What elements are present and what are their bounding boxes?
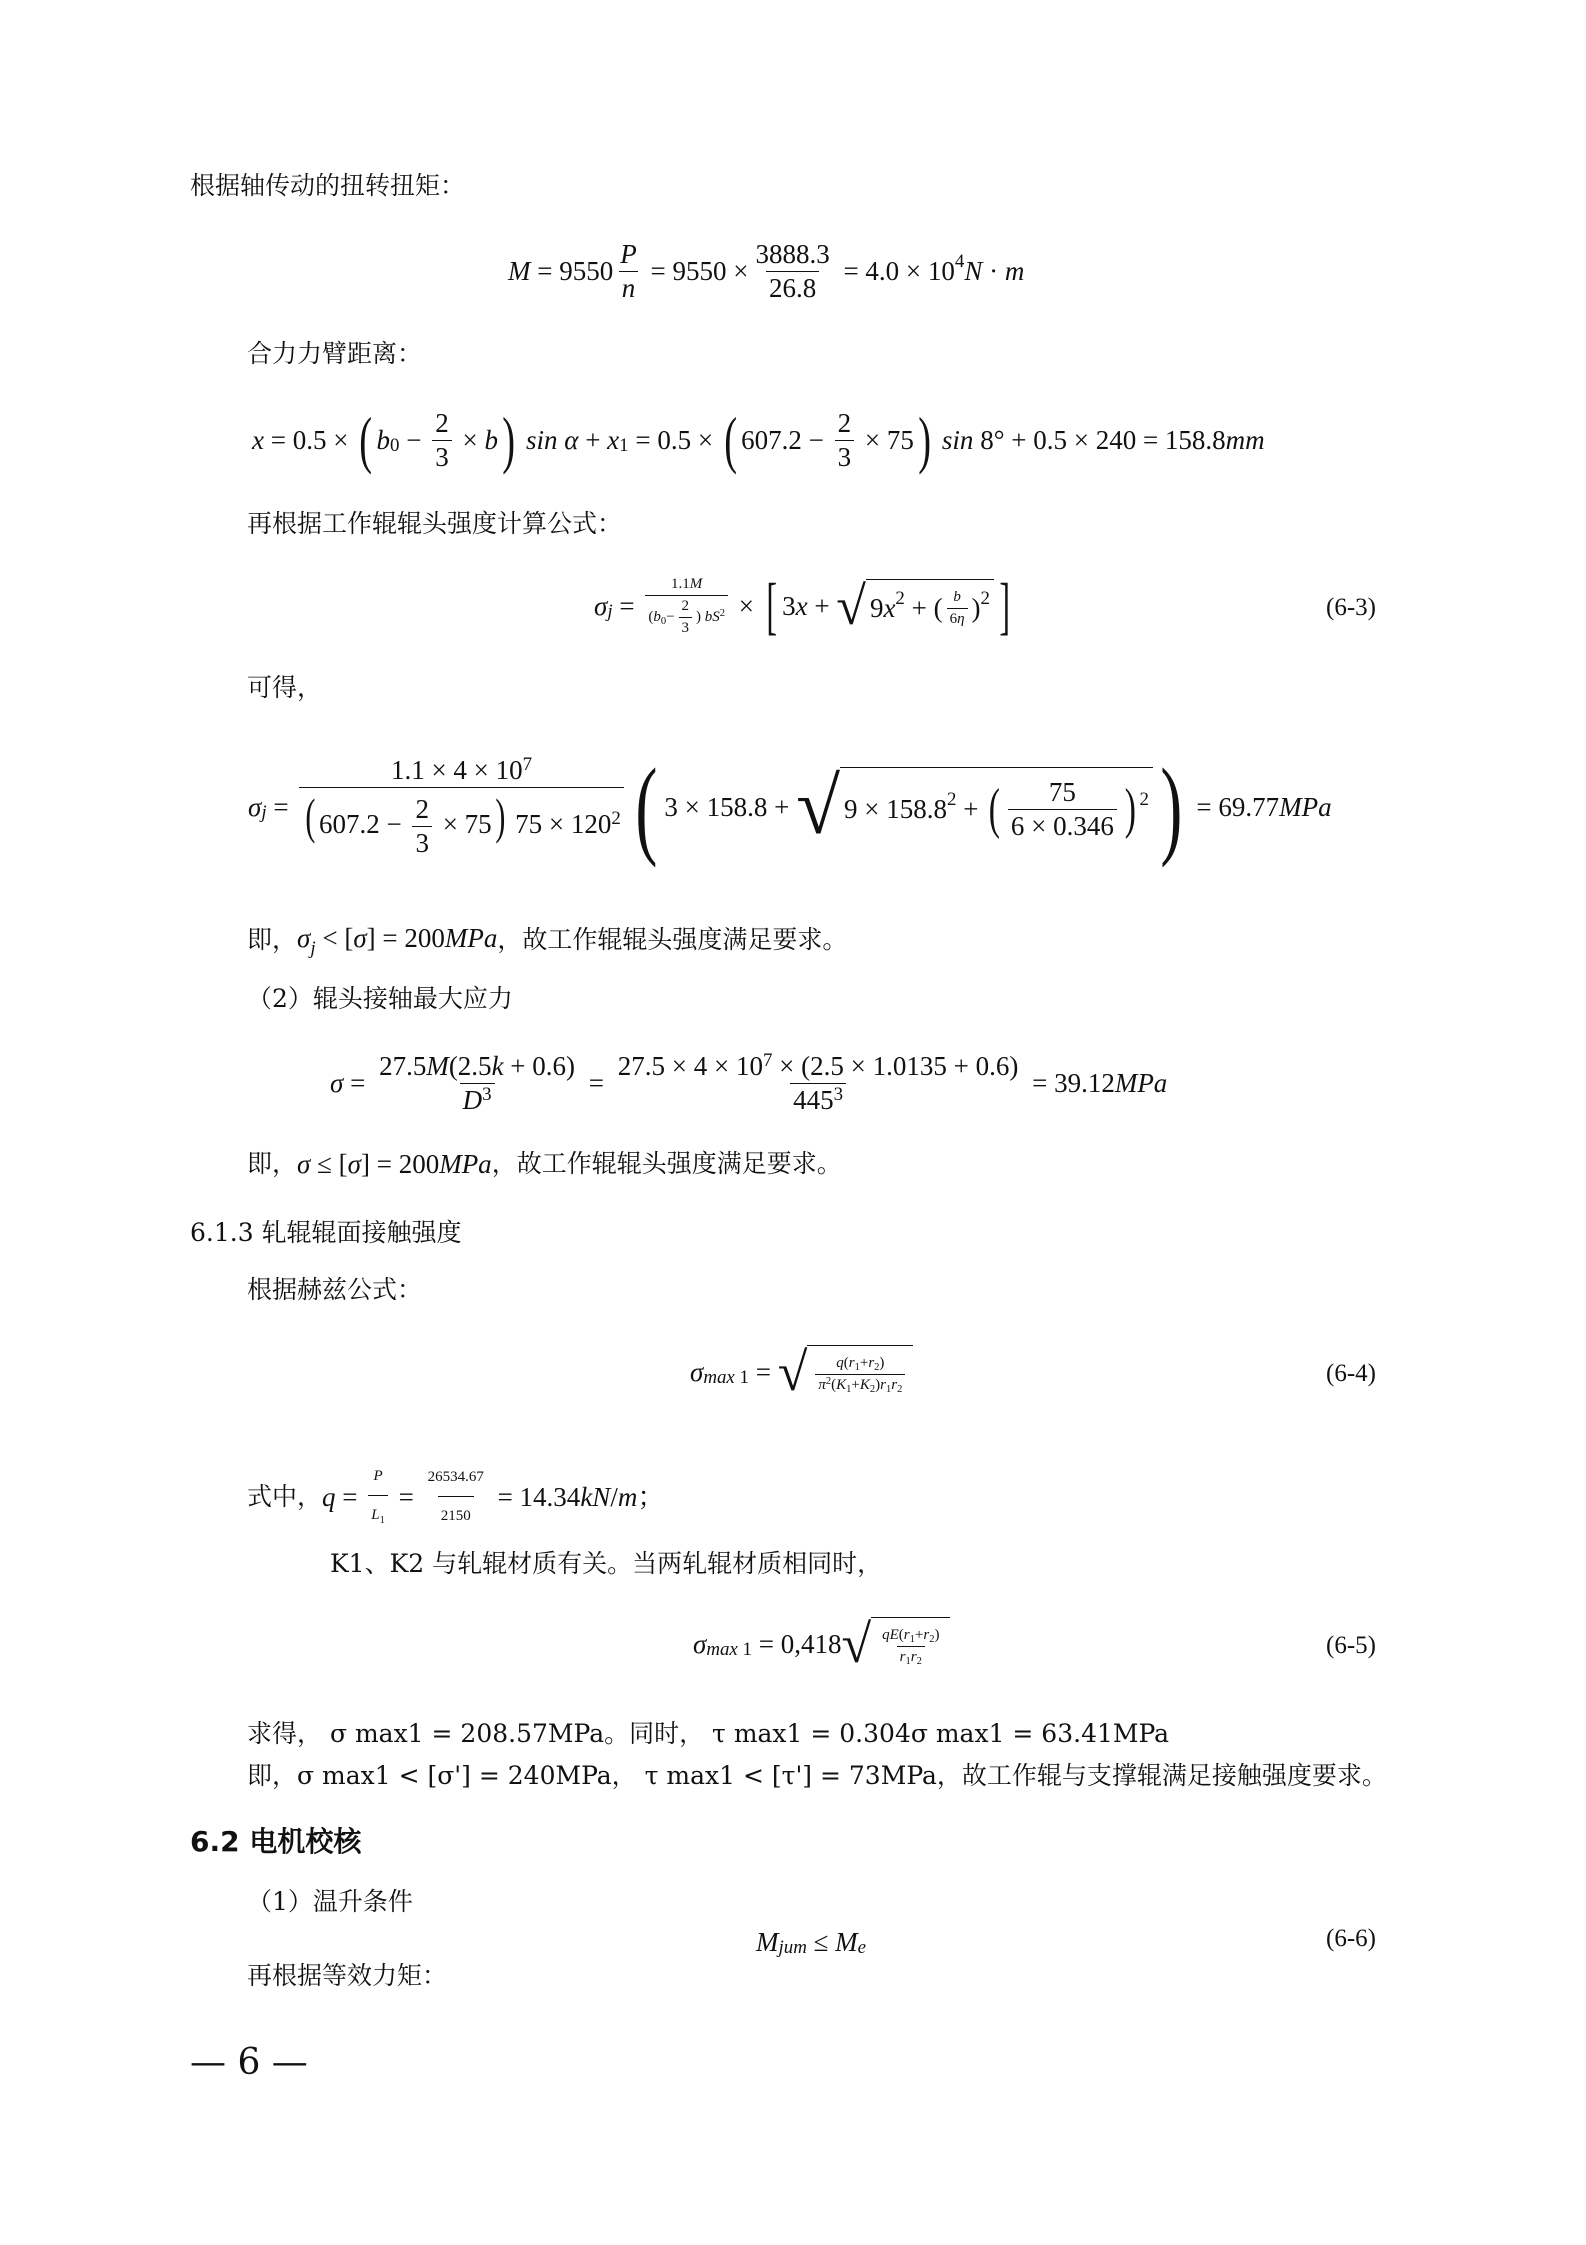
text-temperature-condition: （1）温升条件 [247,1887,413,1916]
text-torque-intro: 根据轴传动的扭转扭矩： [190,171,466,200]
equation-number-6-3: (6-3) [1326,594,1376,621]
equation-6-4: σ max 1 = √ $\frac{q(r_1+r_2)}{\pi^2(K_1+K_2)r_1r_2}$ [690,1340,913,1404]
equation-sigma-j-calc: σ j = $1.1 \times 4 \times 10^7$ ( 607.2 − $\frac{2}{3}$ × 75) $75 \times 120^2$ ( 3 × 158.8 + √ 9 × 158.8 2 + ( $\frac{75}{6 \times 0.346}$ ) 2 ) = 69.77 MPa [248,746,1332,868]
equation-max-stress: σ = $\frac{27.5M(2.5k + 0.6)}{D^3}$ = $\frac{27.5 \times 4 \times 10^7 \times (2.5 \times 1.0135 + 0.6)}{445^3}$ = 39.12 MPa [330,1050,1168,1115]
text-strength-conclusion-2: 即， σ ≤ [σ] = 200MPa ，故工作辊辊头强度满足要求。 [247,1149,842,1179]
text-equivalent-torque: 再根据等效力矩： [247,1961,448,1990]
text-hertz-intro: 根据赫兹公式： [247,1275,423,1304]
text-suffix: ，故工作辊辊头强度满足要求。 [497,925,848,954]
text-max-stress-heading: （2）辊头接轴最大应力 [247,984,513,1013]
equation-6-3: σ j = 1.1M ($b_0-$ $\frac{2}{3}$ ) $bS^2$ × [ 3 x + √ 9 x 2 + ( $\frac{b}{6\eta}$ ) 2 ] [594,570,1010,641]
equation-number-6-5: (6-5) [1326,1632,1376,1659]
text-q-definition: 式中， q = $\frac{P}{L_1}$ = $\frac{26534.67}{2150}$ = 14.34 kN / m ； [247,1460,664,1533]
text-result-intro: 可得， [247,673,323,702]
page-number: — 6 — [190,2042,308,2083]
text-prefix: 即， [247,925,298,954]
section-heading-6-1-3: 6.1.3 轧辊辊面接触强度 [190,1218,462,1247]
equation-6-5: σ max 1 = 0,418 √ $\frac{qE(r_1+r_2)}{r_1r_2}$ [693,1612,950,1676]
equation-6-6: M jum ≤ M e [756,1926,867,1959]
text-prefix: 即， [247,1149,298,1178]
equation-number-6-6: (6-6) [1326,1925,1376,1952]
text-strength-conclusion-1: 即， $\sigma_j < [\sigma] = 200MPa$ ，故工作辊辊头强度满足要求。 [247,923,848,959]
equation-lever-arm: x = 0.5 × ( b 0 − $\frac{2}{3}$ × b ) sin α + x 1 = 0.5 × ( 607.2 − $\frac{2}{3}$ × 75 ) sin 8° + 0.5 × 240 = 158.8 mm [252,404,1265,475]
text-suffix: ，故工作辊辊头强度满足要求。 [491,1149,842,1178]
equation-number-6-4: (6-4) [1326,1360,1376,1387]
text-lever-arm: 合力力臂距离： [247,339,423,368]
text-contact-conclusion: 即，σ max1 < [σ'] = 240MPa， τ max1 < [τ'] = 73MPa，故工作辊与支撑辊满足接触强度要求。 [247,1761,1387,1790]
text-contact-result: 求得， σ max1 = 208.57MPa。同时， τ max1 = 0.304σ max1 = 63.41MPa [247,1719,1170,1748]
text-formula-intro: 再根据工作辊辊头强度计算公式： [247,509,623,538]
equation-torque: M = 9550 $\frac{P}{n}$ = 9550 × $\frac{3888.3}{26.8}$ = 4.0 × 10 4 N · m [508,238,1025,303]
text-prefix: 式中， [247,1481,323,1511]
text-k-material: K1、K2 与轧辊材质有关。当两轧辊材质相同时， [330,1549,883,1578]
section-heading-6-2: 6.2 电机校核 [190,1825,362,1858]
